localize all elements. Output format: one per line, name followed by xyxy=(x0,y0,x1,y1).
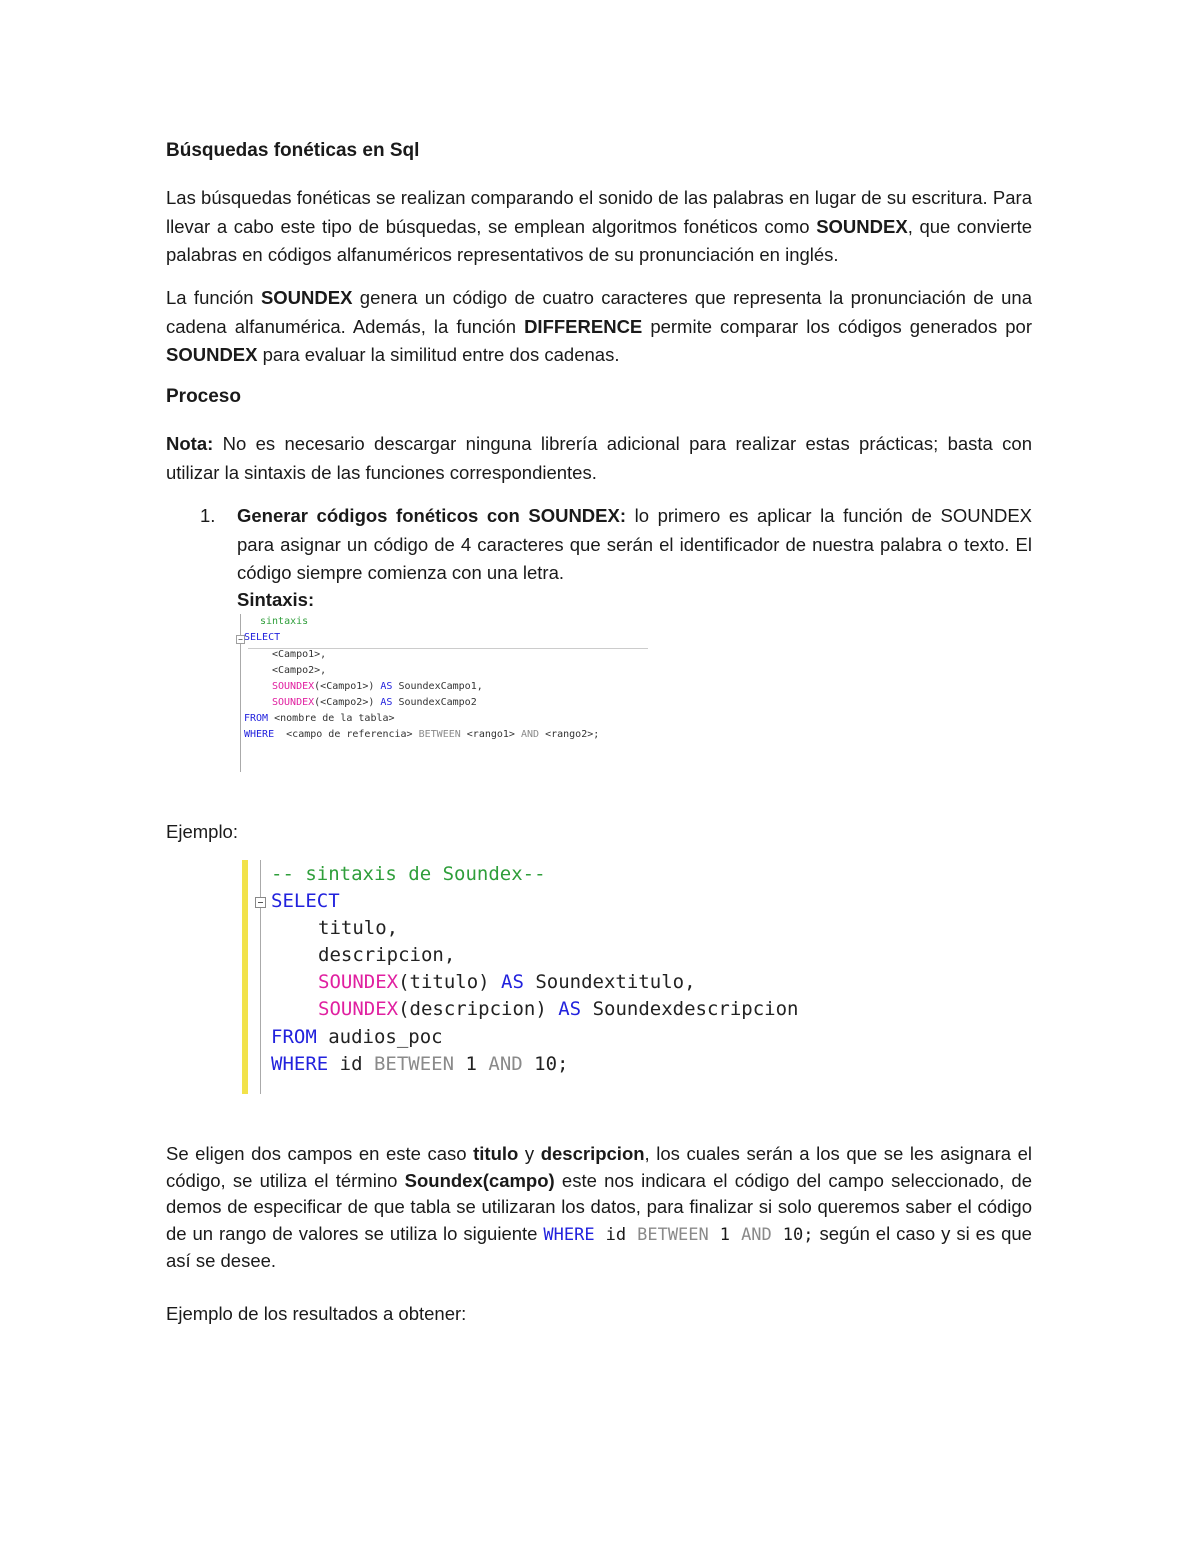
exp-c: y xyxy=(518,1143,541,1164)
syntax-l6-alias: SoundexCampo2 xyxy=(392,697,477,708)
syntax-l8-between: BETWEEN xyxy=(418,729,461,740)
proceso-heading: Proceso xyxy=(166,386,241,407)
example-select: SELECT xyxy=(271,890,340,912)
exp-e: este nos indicara el código del campo seleccionado, de demos de especificar de que tabla se utilizaran los datos, para finalizar si solo queremos saber el código de un rango de valores se utiliza lo siguiente xyxy=(166,1169,1032,1244)
example-s1-as: AS xyxy=(501,971,524,993)
example-one: 1 xyxy=(454,1053,489,1075)
example-from-kw: FROM xyxy=(271,1026,317,1048)
example-table: audios_poc xyxy=(316,1026,443,1048)
nota-label: Nota: xyxy=(166,433,214,454)
step-1-text: lo primero es aplicar la función de SOUNDEX para asignar un código de 4 caracteres que serán el identificador de nuestra palabra o texto. El código siempre comienza con una letra. xyxy=(237,505,1033,583)
syntax-l5-rest: (<Campo1>) xyxy=(314,681,381,692)
example-s2-as: AS xyxy=(558,998,582,1020)
syntax-l8-c: <rango2>; xyxy=(539,729,600,740)
results-label: Ejemplo de los resultados a obtener: xyxy=(166,1303,467,1324)
syntax-l5-alias: SoundexCampo1, xyxy=(392,681,483,692)
example-s1-alias: Soundextitulo, xyxy=(523,971,696,993)
example-field-1: titulo, xyxy=(318,917,399,939)
syntax-l8-b: <rango1> xyxy=(460,729,521,740)
exp-where: WHERE xyxy=(543,1224,595,1245)
example-s1-fn: SOUNDEX xyxy=(318,971,399,993)
step-1-paragraph xyxy=(237,502,1032,588)
example-s2-arg: (descripcion) xyxy=(398,998,559,1020)
intro-paragraph-2 xyxy=(166,284,1032,370)
intro-p2-d: permite comparar los códigos generados por xyxy=(642,315,1032,337)
example-id: id xyxy=(328,1053,374,1075)
exp-and: AND xyxy=(741,1224,772,1245)
syntax-l6-as: AS xyxy=(380,697,393,708)
syntax-line-2: SELECT xyxy=(244,632,281,643)
intro-p2-soundex-2: SOUNDEX xyxy=(166,344,258,365)
syntax-line-7 xyxy=(244,711,395,728)
example-code-block xyxy=(238,858,818,1098)
explanation-paragraph xyxy=(166,1141,1032,1275)
example-where xyxy=(271,1051,568,1078)
example-collapse-icon[interactable] xyxy=(255,897,266,908)
exp-soundex-campo: Soundex(campo) xyxy=(404,1169,555,1191)
intro-paragraph-1 xyxy=(166,184,1032,270)
syntax-line-4: <Campo2>, xyxy=(272,665,327,676)
step-1-number: 1. xyxy=(200,505,216,526)
step-1-bold: Generar códigos fonéticos con SOUNDEX: xyxy=(237,505,627,526)
syntax-l5-as: AS xyxy=(380,681,393,692)
intro-p1-soundex: SOUNDEX xyxy=(816,215,908,237)
example-gutter-line xyxy=(260,860,261,1094)
exp-descripcion: descripcion xyxy=(540,1143,645,1164)
nota-paragraph xyxy=(166,430,1032,487)
intro-p2-difference: DIFFERENCE xyxy=(524,315,643,337)
example-s2-fn: SOUNDEX xyxy=(318,998,399,1020)
example-soundex-2 xyxy=(318,996,798,1023)
page-title: Búsquedas fonéticas en Sql xyxy=(166,140,420,161)
example-ten: 10; xyxy=(522,1053,569,1075)
intro-p2-c: genera un código de cuatro caracteres que representa la pronunciación de una cadena alfanumérica. Además, la función xyxy=(166,287,1032,337)
example-where-kw: WHERE xyxy=(271,1053,329,1075)
nota-text: No es necesario descargar ninguna librería adicional para realizar estas prácticas; basta con utilizar la sintaxis de las funciones correspondientes. xyxy=(166,433,1032,483)
exp-a: Se eligen dos campos en este caso xyxy=(166,1143,474,1164)
example-soundex-1 xyxy=(318,969,696,996)
intro-p1-text: Las búsquedas fonéticas se realizan comparando el sonido de las palabras en lugar de su escritura. Para llevar a cabo este tipo de búsquedas, se emplean algoritmos fonéticos como xyxy=(166,187,1032,237)
syntax-line-6 xyxy=(272,695,477,712)
change-margin-bar xyxy=(242,860,248,1094)
syntax-label: Sintaxis: xyxy=(237,589,315,610)
exp-between: BETWEEN xyxy=(637,1224,709,1245)
syntax-line-8 xyxy=(244,727,599,744)
intro-p1-end: , que convierte palabras en códigos alfanuméricos representativos de su pronunciación en inglés. xyxy=(166,215,1032,265)
syntax-l6-fn: SOUNDEX xyxy=(272,697,315,708)
example-s2-alias: Soundexdescripcion xyxy=(581,998,799,1020)
intro-p2-soundex: SOUNDEX xyxy=(260,287,353,308)
syntax-l7-kw: FROM xyxy=(244,713,269,724)
exp-one: 1 xyxy=(708,1224,742,1245)
syntax-l6-rest: (<Campo2>) xyxy=(314,697,381,708)
exp-ten: 10; xyxy=(771,1224,814,1245)
syntax-code-block xyxy=(232,612,652,774)
exp-id: id xyxy=(594,1224,638,1245)
syntax-l5-fn: SOUNDEX xyxy=(272,681,315,692)
syntax-l8-and: AND xyxy=(520,729,540,740)
exp-d: , los cuales serán a los que se les asignara el código, se utiliza el término xyxy=(166,1143,1032,1191)
intro-p2-a: La función xyxy=(166,287,261,308)
example-and: AND xyxy=(488,1053,523,1075)
example-field-2: descripcion, xyxy=(318,944,456,966)
example-label: Ejemplo: xyxy=(166,821,238,842)
example-between: BETWEEN xyxy=(373,1053,455,1075)
syntax-line-1: sintaxis xyxy=(260,616,309,627)
syntax-l8-a: <campo de referencia> xyxy=(274,729,419,740)
syntax-l7-rest: <nombre de la tabla> xyxy=(268,713,395,724)
syntax-line-5 xyxy=(272,679,483,696)
example-from xyxy=(271,1024,443,1051)
example-s1-arg: (titulo) xyxy=(398,971,502,993)
example-comment: -- sintaxis de Soundex-- xyxy=(271,863,546,885)
syntax-line-3: <Campo1>, xyxy=(272,649,327,660)
exp-f: según el caso y si es que así se desee. xyxy=(166,1222,1032,1271)
intro-p2-e: para evaluar la similitud entre dos cadenas. xyxy=(257,344,620,365)
syntax-l8-kw: WHERE xyxy=(244,729,275,740)
exp-titulo: titulo xyxy=(473,1143,519,1164)
